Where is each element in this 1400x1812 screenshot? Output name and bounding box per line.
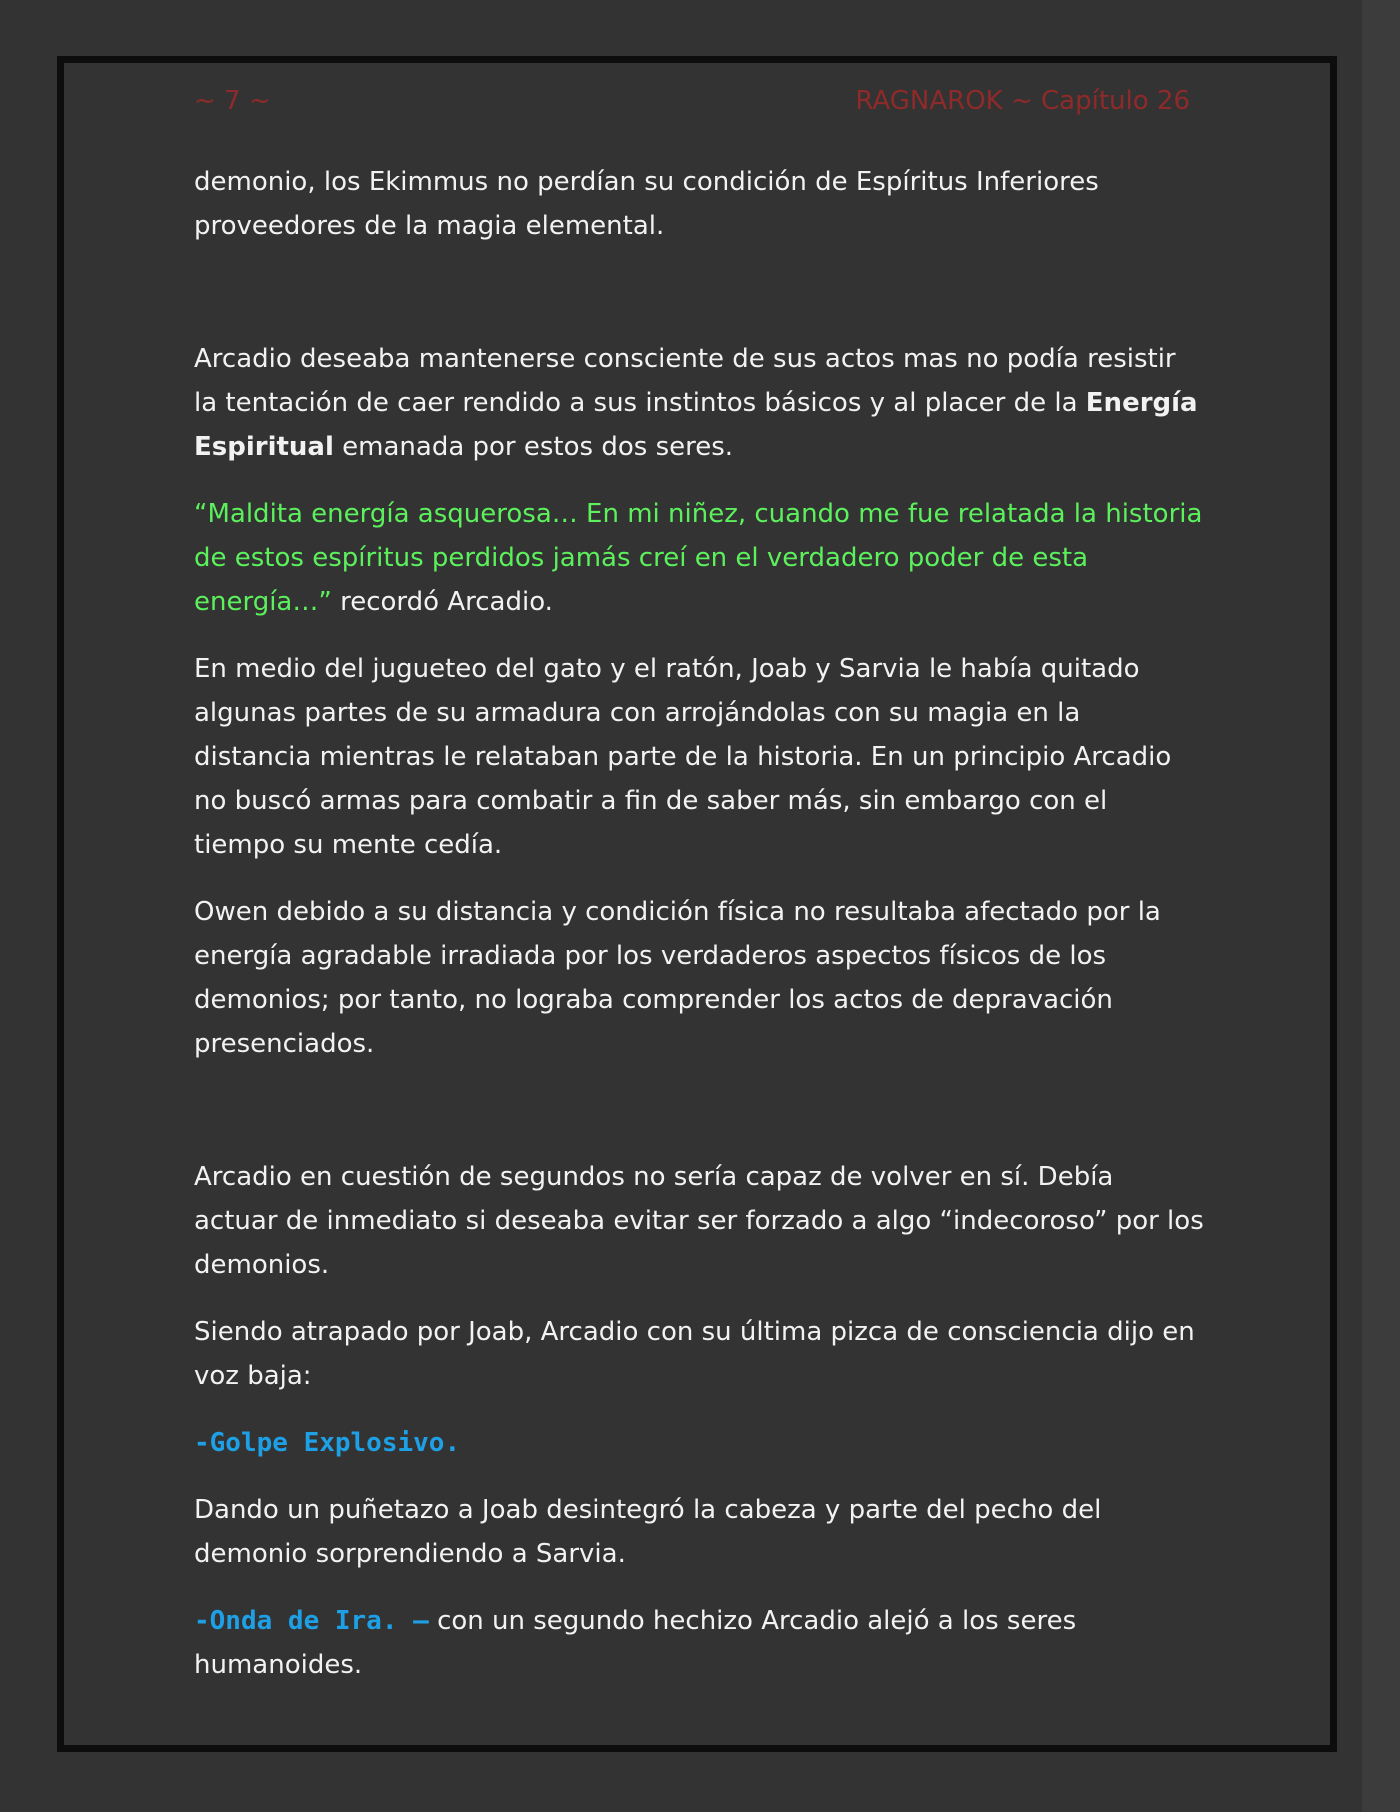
paragraph bbox=[194, 1599, 1204, 1687]
paragraph-gap bbox=[194, 271, 1204, 337]
paragraph: En medio del jugueteo del gato y el ratón, Joab y Sarvia le había quitado algunas partes de su armadura con arrojándolas con su magia en la distancia mientras le relataban parte de la historia. En un principio Arcadio no buscó armas para combatir a fin de saber más, sin embargo con el tiempo su mente cedía. bbox=[194, 654, 1172, 860]
paragraph: Dando un puñetazo a Joab desintegró la cabeza y parte del pecho del demonio sorprendiendo a Sarvia. bbox=[194, 1495, 1102, 1569]
paragraph bbox=[194, 337, 1204, 469]
paragraph-text: emanada por estos dos seres. bbox=[333, 432, 734, 462]
paragraph: Owen debido a su distancia y condición física no resultaba afectado por la energía agradable irradiada por los verdaderos aspectos físicos de los demonios; por tanto, no lograba comprender los actos de depravación presenciados. bbox=[194, 897, 1161, 1059]
chapter-title: RAGNAROK ~ Capítulo 26 bbox=[855, 86, 1190, 116]
paragraph: Arcadio en cuestión de segundos no sería capaz de volver en sí. Debía actuar de inmediato si deseaba evitar ser forzado a algo “indecoroso” por los demonios. bbox=[194, 1162, 1204, 1280]
thought-text: “Maldita energía asquerosa… En mi niñez, cuando me fue relatada la historia de estos espíritus perdidos jamás creí en el verdadero poder de esta energía…” bbox=[194, 499, 1203, 617]
paragraph-gap bbox=[194, 1089, 1204, 1155]
spell-text: -Golpe Explosivo. bbox=[194, 1428, 461, 1458]
paragraph-text: recordó Arcadio. bbox=[331, 587, 553, 617]
page-header bbox=[194, 86, 1190, 120]
bold-term: Energía Espiritual bbox=[194, 388, 1198, 462]
paragraph-text: Arcadio deseaba mantenerse consciente de sus actos mas no podía resistir la tentación de caer rendido a sus instintos básicos y al placer de la bbox=[194, 344, 1176, 418]
spell-line bbox=[194, 1421, 1204, 1465]
body-text bbox=[194, 160, 1204, 1710]
paragraph-text: con un segundo hechizo Arcadio alejó a los seres humanoides. bbox=[194, 1606, 1077, 1680]
page-edge-strip bbox=[1362, 0, 1400, 1812]
paragraph bbox=[194, 492, 1204, 624]
paragraph: Siendo atrapado por Joab, Arcadio con su última pizca de consciencia dijo en voz baja: bbox=[194, 1317, 1195, 1391]
paragraph: demonio, los Ekimmus no perdían su condición de Espíritus Inferiores proveedores de la magia elemental. bbox=[194, 167, 1099, 241]
page-number: ~ 7 ~ bbox=[194, 86, 271, 116]
spell-text: -Onda de Ira. – bbox=[194, 1606, 429, 1636]
